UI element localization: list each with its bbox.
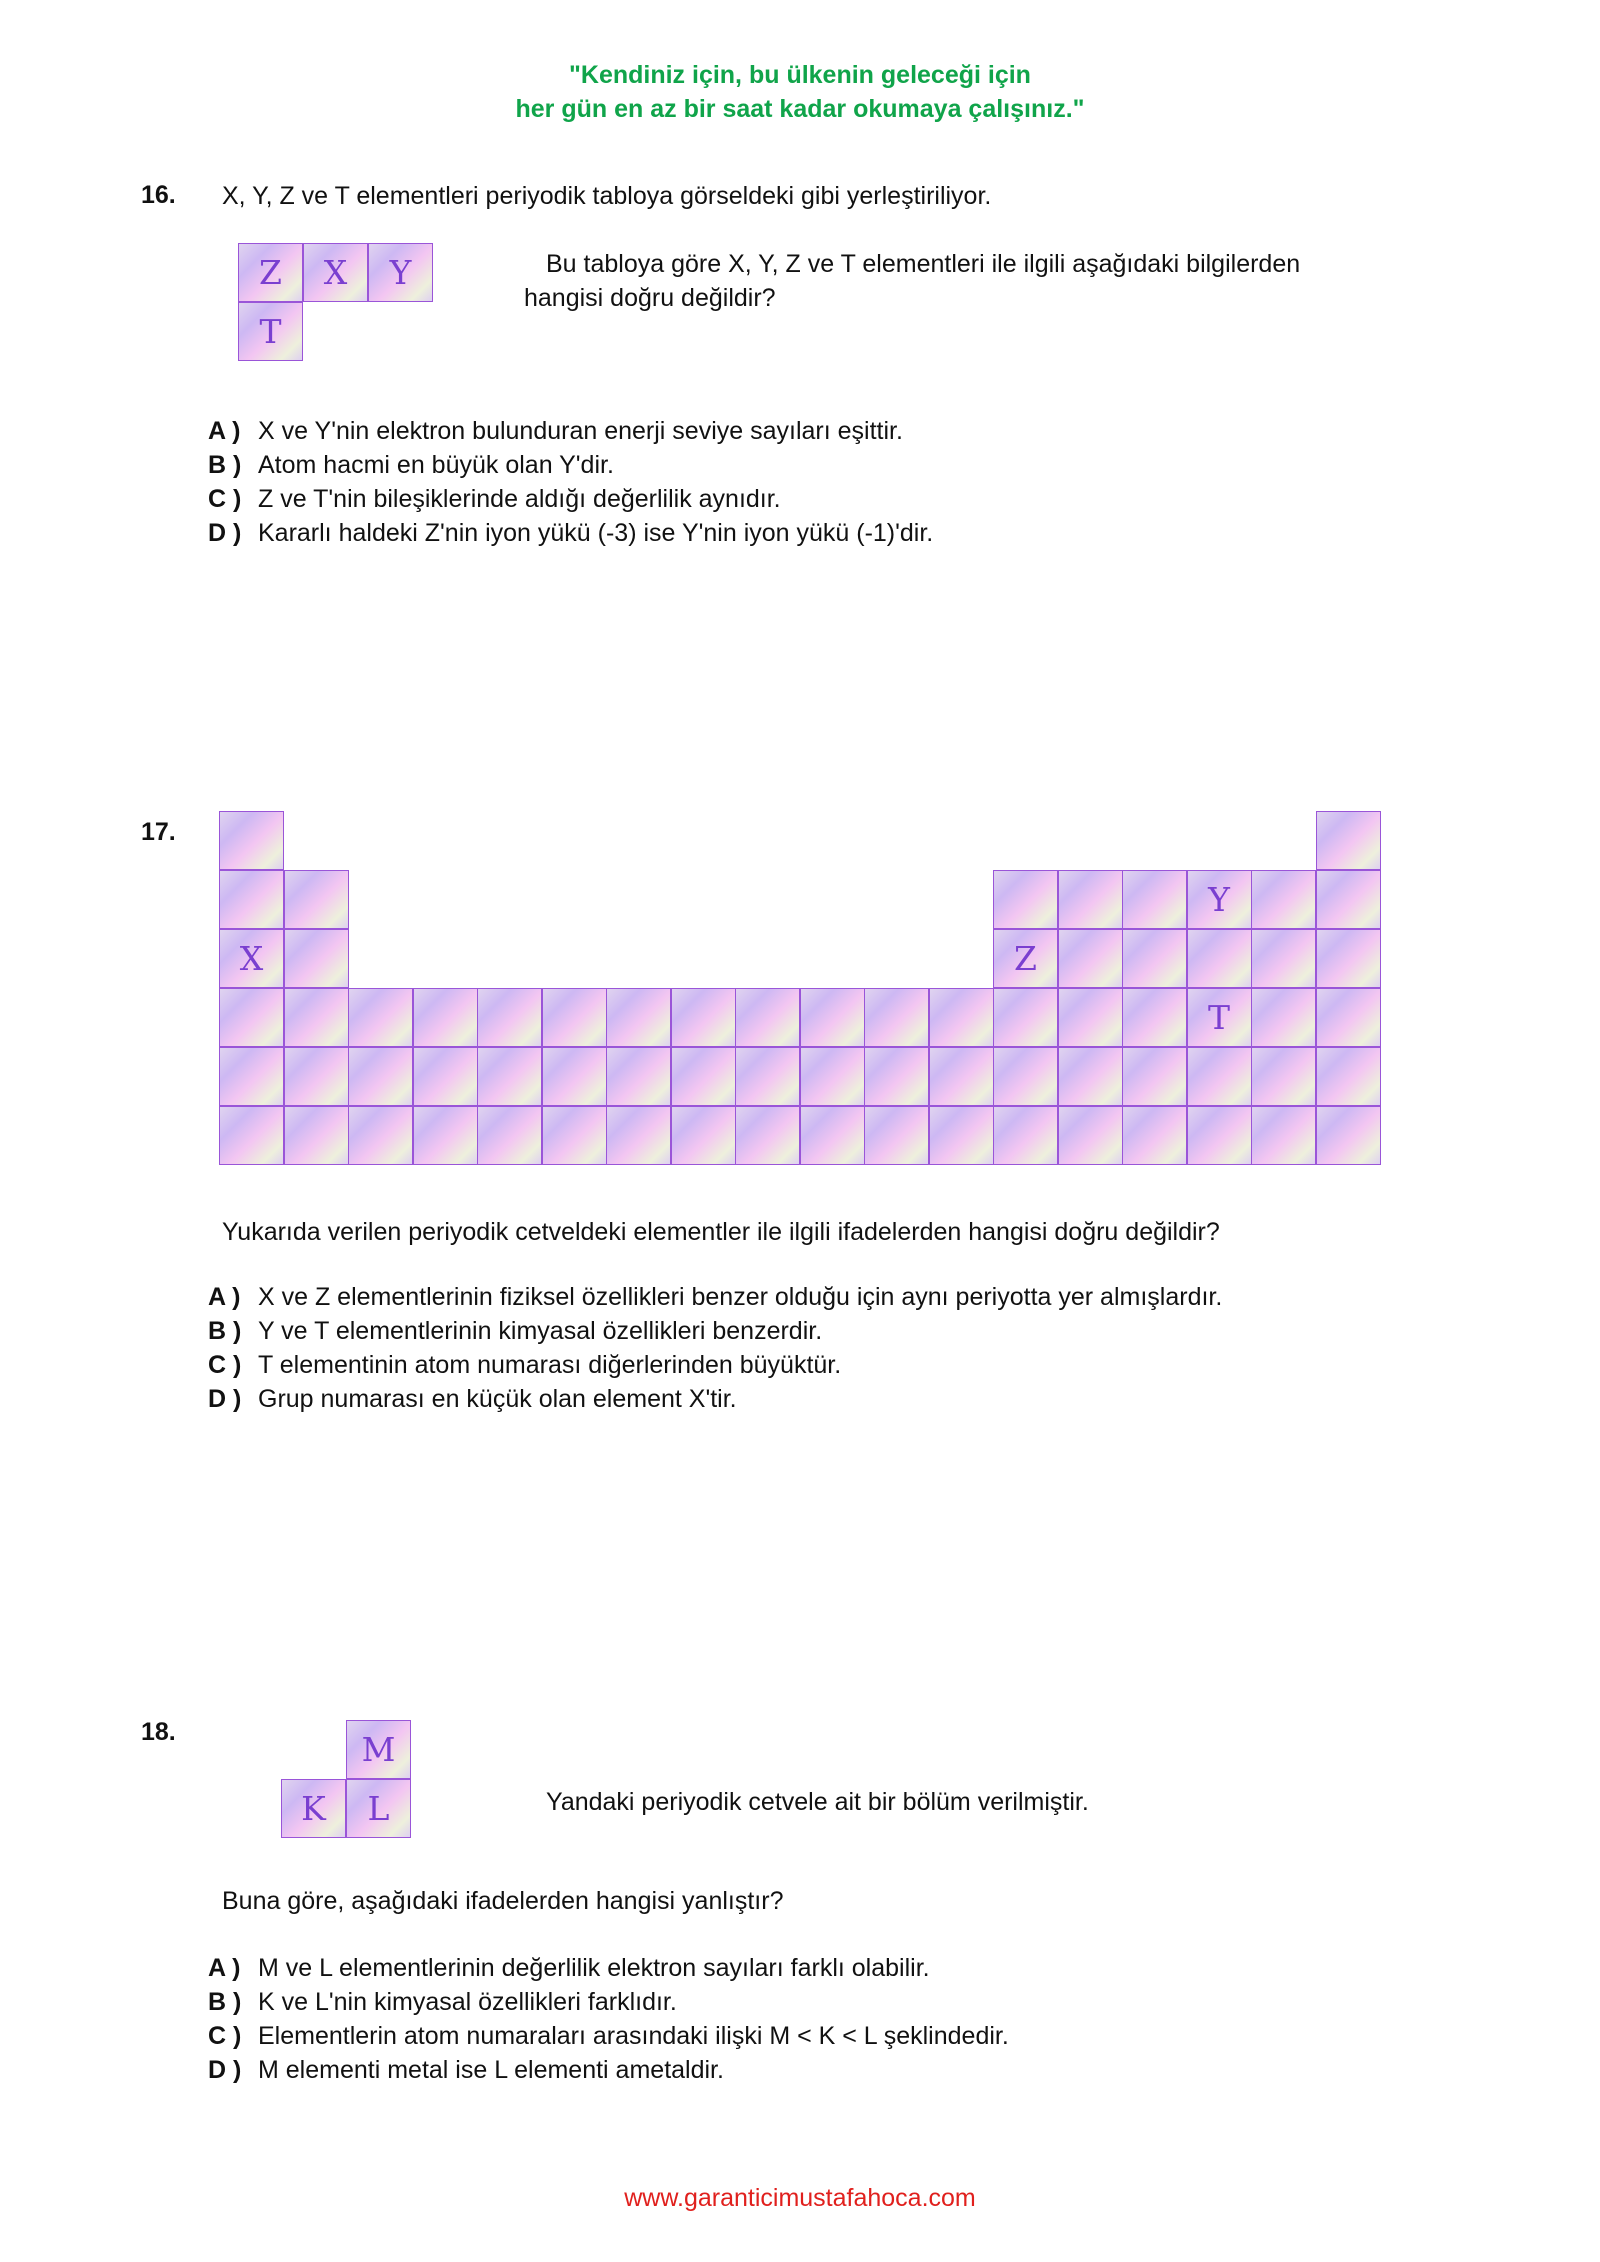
- option-text: Grup numarası en küçük olan element X'tir.: [258, 1385, 737, 1413]
- option-text: T elementinin atom numarası diğerlerinden büyüktür.: [258, 1351, 842, 1379]
- option-letter: C ): [208, 2022, 242, 2050]
- option-text: Y ve T elementlerinin kimyasal özellikleri benzerdir.: [258, 1317, 823, 1345]
- question-16-number: 16.: [141, 181, 176, 209]
- q17-cell-y: [1187, 870, 1252, 929]
- q16-cell-y-label: Y: [389, 253, 412, 292]
- question-18-options: [208, 1951, 1009, 2087]
- q17-empty-cell: [671, 1047, 736, 1106]
- q17-empty-cell: [219, 811, 284, 870]
- q18-option-c[interactable]: [208, 2019, 1009, 2053]
- q17-cell-t: [1187, 988, 1252, 1047]
- q17-empty-cell: [993, 988, 1058, 1047]
- q16-cell-x-label: X: [323, 253, 348, 292]
- option-text: Atom hacmi en büyük olan Y'dir.: [258, 451, 614, 479]
- option-letter: B ): [208, 451, 242, 479]
- q16-option-c[interactable]: [208, 482, 933, 516]
- q18-cell-k-label: K: [301, 1789, 326, 1828]
- q17-empty-cell: [606, 988, 671, 1047]
- q17-empty-cell: [1187, 1047, 1252, 1106]
- q17-cell-x-label: X: [239, 939, 264, 978]
- q17-empty-cell: [1316, 811, 1381, 870]
- q18-option-b[interactable]: [208, 1985, 1009, 2019]
- option-letter: A ): [208, 417, 241, 445]
- option-letter: A ): [208, 1283, 241, 1311]
- q17-empty-cell: [864, 1047, 929, 1106]
- q17-option-a[interactable]: [208, 1280, 1222, 1314]
- q18-cell-m: [346, 1720, 411, 1779]
- q17-cell-t-label: T: [1207, 998, 1230, 1037]
- option-letter: D ): [208, 2056, 242, 2084]
- question-16-stem-line-2: hangisi doğru değildir?: [524, 284, 776, 312]
- q17-empty-cell: [1122, 988, 1187, 1047]
- q17-empty-cell: [348, 1106, 413, 1165]
- q17-empty-cell: [1251, 870, 1316, 929]
- question-17-options: [208, 1280, 1222, 1416]
- q17-empty-cell: [413, 988, 478, 1047]
- q16-option-d[interactable]: [208, 516, 933, 550]
- q17-empty-cell: [1058, 1106, 1123, 1165]
- q17-empty-cell: [929, 1047, 994, 1106]
- question-18-number: 18.: [141, 1718, 176, 1746]
- q17-empty-cell: [542, 1106, 607, 1165]
- option-letter: C ): [208, 485, 242, 513]
- q16-cell-t-label: T: [259, 312, 282, 351]
- question-17-number: 17.: [141, 818, 176, 846]
- q16-option-b[interactable]: [208, 448, 933, 482]
- option-text: Z ve T'nin bileşiklerinde aldığı değerlilik aynıdır.: [258, 485, 781, 513]
- q16-cell-y: [368, 243, 433, 302]
- q17-empty-cell: [284, 1047, 349, 1106]
- question-16-intro: X, Y, Z ve T elementleri periyodik tabloya görseldeki gibi yerleştiriliyor.: [222, 182, 992, 210]
- q17-empty-cell: [1122, 1106, 1187, 1165]
- q17-empty-cell: [1058, 1047, 1123, 1106]
- q18-cell-m-label: M: [361, 1730, 396, 1769]
- q17-empty-cell: [284, 988, 349, 1047]
- q17-empty-cell: [542, 988, 607, 1047]
- q17-empty-cell: [993, 1106, 1058, 1165]
- q17-empty-cell: [1187, 929, 1252, 988]
- q17-option-d[interactable]: [208, 1382, 1222, 1416]
- q17-empty-cell: [219, 988, 284, 1047]
- question-18-stem: Buna göre, aşağıdaki ifadelerden hangisi yanlıştır?: [222, 1887, 784, 1915]
- q17-empty-cell: [671, 988, 736, 1047]
- motto-line-1: "Kendiniz için, bu ülkenin geleceği için: [569, 61, 1031, 89]
- q17-empty-cell: [929, 988, 994, 1047]
- q17-empty-cell: [929, 1106, 994, 1165]
- option-text: X ve Y'nin elektron bulunduran enerji seviye sayıları eşittir.: [258, 417, 903, 445]
- q17-empty-cell: [864, 988, 929, 1047]
- q17-empty-cell: [219, 870, 284, 929]
- q17-empty-cell: [284, 929, 349, 988]
- option-text: M ve L elementlerinin değerlilik elektron sayıları farklı olabilir.: [258, 1954, 930, 1982]
- motto-line-2: her gün en az bir saat kadar okumaya çalışınız.": [515, 95, 1085, 123]
- motto-header: [0, 58, 1600, 126]
- q17-empty-cell: [864, 1106, 929, 1165]
- q17-option-b[interactable]: [208, 1314, 1222, 1348]
- q17-empty-cell: [284, 870, 349, 929]
- q17-cell-z: [993, 929, 1058, 988]
- q17-empty-cell: [606, 1106, 671, 1165]
- q17-empty-cell: [348, 988, 413, 1047]
- q17-empty-cell: [477, 988, 542, 1047]
- q17-empty-cell: [1058, 870, 1123, 929]
- q17-empty-cell: [477, 1106, 542, 1165]
- option-text: Kararlı haldeki Z'nin iyon yükü (-3) ise Y'nin iyon yükü (-1)'dir.: [258, 519, 934, 547]
- q16-cell-x: [303, 243, 368, 302]
- q17-cell-z-label: Z: [1014, 939, 1037, 978]
- option-letter: C ): [208, 1351, 242, 1379]
- q17-cell-x: [219, 929, 284, 988]
- q17-empty-cell: [606, 1047, 671, 1106]
- q18-cell-k: [281, 1779, 346, 1838]
- q17-empty-cell: [800, 1106, 865, 1165]
- q17-empty-cell: [413, 1106, 478, 1165]
- option-letter: A ): [208, 1954, 241, 1982]
- q17-empty-cell: [477, 1047, 542, 1106]
- q17-empty-cell: [1122, 870, 1187, 929]
- q17-empty-cell: [800, 988, 865, 1047]
- q18-cell-l-label: L: [367, 1789, 390, 1828]
- q17-empty-cell: [219, 1047, 284, 1106]
- q17-empty-cell: [993, 870, 1058, 929]
- q17-empty-cell: [1187, 1106, 1252, 1165]
- q17-empty-cell: [348, 1047, 413, 1106]
- q17-empty-cell: [1251, 988, 1316, 1047]
- question-16-options: [208, 414, 933, 550]
- q17-empty-cell: [1251, 929, 1316, 988]
- q17-empty-cell: [219, 1106, 284, 1165]
- q17-empty-cell: [1316, 1106, 1381, 1165]
- q17-empty-cell: [1122, 1047, 1187, 1106]
- q17-empty-cell: [1316, 870, 1381, 929]
- q17-empty-cell: [671, 1106, 736, 1165]
- q18-option-d[interactable]: [208, 2053, 1009, 2087]
- q17-empty-cell: [284, 1106, 349, 1165]
- option-letter: B ): [208, 1988, 242, 2016]
- question-17-stem: Yukarıda verilen periyodik cetveldeki elementler ile ilgili ifadelerden hangisi doğru değildir?: [222, 1218, 1220, 1246]
- q17-empty-cell: [1058, 929, 1123, 988]
- q17-empty-cell: [1251, 1106, 1316, 1165]
- q17-empty-cell: [735, 1047, 800, 1106]
- option-text: K ve L'nin kimyasal özellikleri farklıdır.: [258, 1988, 677, 2016]
- q17-empty-cell: [1251, 1047, 1316, 1106]
- option-letter: D ): [208, 519, 242, 547]
- q18-option-a[interactable]: [208, 1951, 1009, 1985]
- option-text: M elementi metal ise L elementi ametaldir.: [258, 2056, 724, 2084]
- q17-empty-cell: [1316, 929, 1381, 988]
- q16-cell-t: [238, 302, 303, 361]
- option-text: Elementlerin atom numaraları arasındaki ilişki M < K < L şeklindedir.: [258, 2022, 1009, 2050]
- q17-empty-cell: [1316, 988, 1381, 1047]
- option-letter: B ): [208, 1317, 242, 1345]
- option-text: X ve Z elementlerinin fiziksel özellikleri benzer olduğu için aynı periyotta yer almışlardır.: [258, 1283, 1223, 1311]
- q17-empty-cell: [735, 988, 800, 1047]
- q17-empty-cell: [800, 1047, 865, 1106]
- footer-url[interactable]: www.garanticimustafahoca.com: [624, 2184, 976, 2212]
- q17-empty-cell: [1316, 1047, 1381, 1106]
- q17-empty-cell: [413, 1047, 478, 1106]
- q17-empty-cell: [1122, 929, 1187, 988]
- q16-cell-z: [238, 243, 303, 302]
- q16-option-a[interactable]: [208, 414, 933, 448]
- q17-empty-cell: [542, 1047, 607, 1106]
- q17-empty-cell: [735, 1106, 800, 1165]
- q16-cell-z-label: Z: [259, 253, 282, 292]
- q17-empty-cell: [1058, 988, 1123, 1047]
- q17-option-c[interactable]: [208, 1348, 1222, 1382]
- q17-empty-cell: [993, 1047, 1058, 1106]
- option-letter: D ): [208, 1385, 242, 1413]
- question-18-side-text: Yandaki periyodik cetvele ait bir bölüm verilmiştir.: [546, 1788, 1089, 1816]
- q17-cell-y-label: Y: [1208, 880, 1230, 919]
- question-16-stem-line-1: Bu tabloya göre X, Y, Z ve T elementleri ile ilgili aşağıdaki bilgilerden: [546, 250, 1301, 278]
- q18-cell-l: [346, 1779, 411, 1838]
